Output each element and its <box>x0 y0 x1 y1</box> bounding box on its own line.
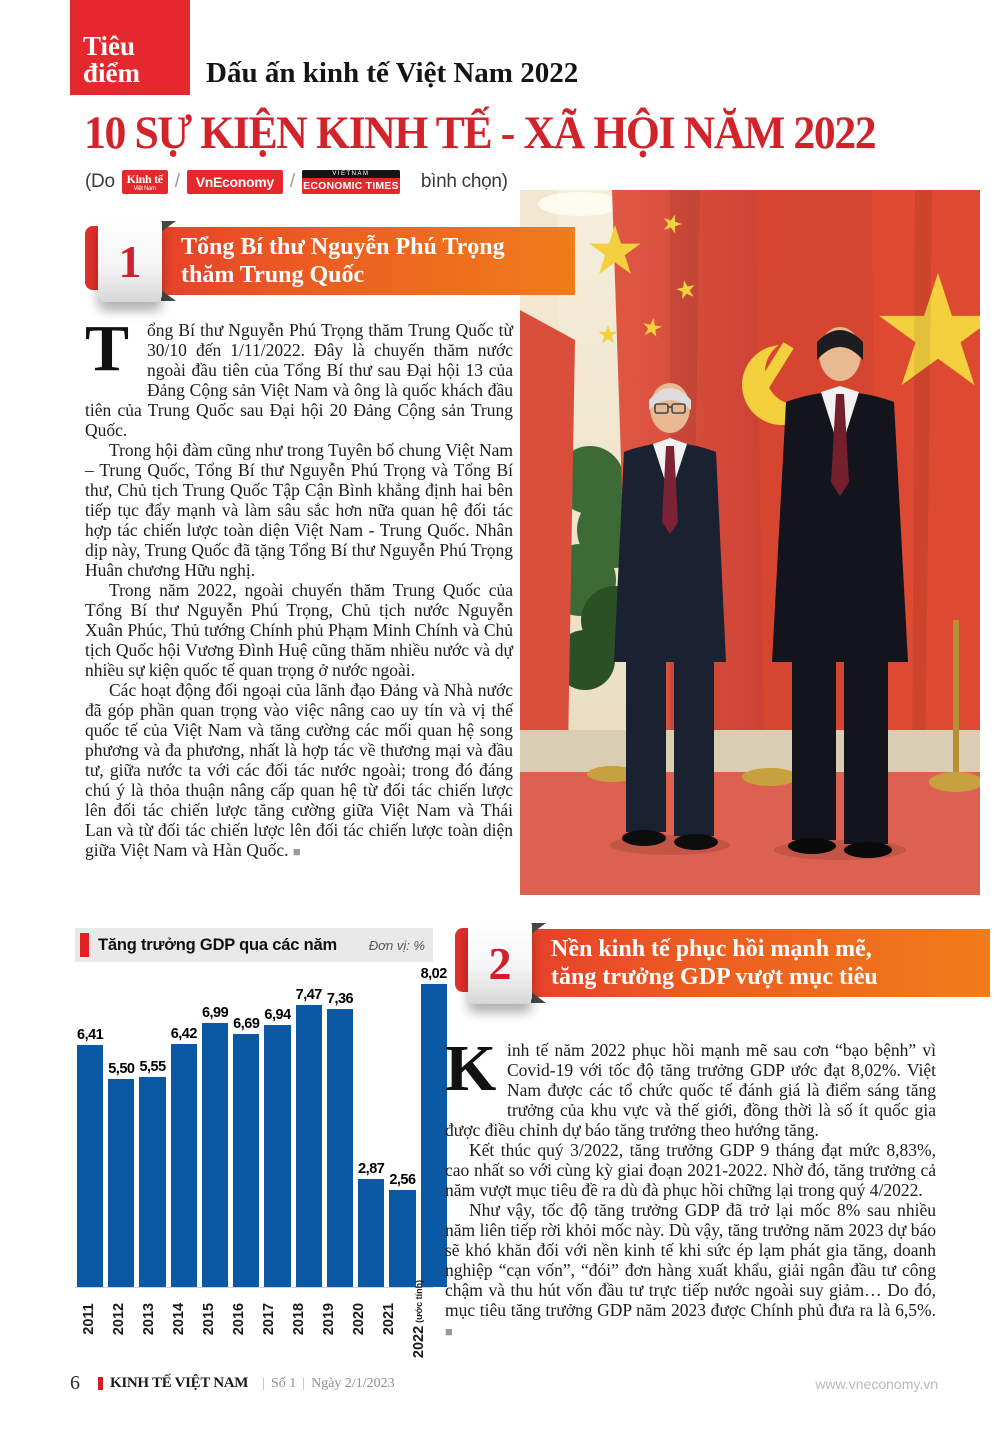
bar-value-label: 6,94 <box>264 1007 291 1023</box>
page-curl-decoration <box>531 923 546 934</box>
section-1-title-line1: Tổng Bí thư Nguyễn Phú Trọng <box>181 234 505 260</box>
chart-title: Tăng trưởng GDP qua các năm <box>98 935 337 954</box>
x-axis-tick <box>167 1288 192 1356</box>
x-axis-tick <box>346 1288 371 1356</box>
chart-bar-cell <box>327 991 353 1287</box>
bar-value-label: 6,69 <box>233 1016 260 1032</box>
x-axis-label: 2019 <box>320 1303 337 1336</box>
x-axis-label: 2015 <box>201 1303 218 1336</box>
article-2-body <box>445 1032 936 1342</box>
x-axis-label: 2022 (ước tính) <box>410 1280 427 1359</box>
paragraph: Trong hội đàm cũng như trong Tuyên bố chung Việt Nam – Trung Quốc, Tổng Bí thư Nguyễn Phú Trọng và Tổng Bí thư, Chủ tịch Trung Quốc Tập Cận Bình khẳng định hai bên tiếp tục đẩy mạnh và làm sâu sắc hơn nữa quan hệ đối tác hợp tác chiến lược toàn diện Việt Nam - Trung Quốc. Nhân dịp này, Trung Quốc đã tặng Tổng Bí thư Nguyễn Phú Trọng Huân chương Hữu nghị. <box>85 440 513 580</box>
bar-value-label: 6,42 <box>170 1026 197 1042</box>
chart-bar-cell <box>171 1026 197 1287</box>
section-2-number: 2 <box>488 938 512 989</box>
section-header: Dấu ấn kinh tế Việt Nam 2022 <box>206 57 579 89</box>
website-url: www.vneconomy.vn <box>815 1375 938 1392</box>
section-1-banner <box>85 221 505 303</box>
section-1-title-line2: thăm Trung Quốc <box>181 262 365 288</box>
chart-bar-cell <box>77 1027 103 1287</box>
paragraph: Các hoạt động đối ngoại của lãnh đạo Đảng và Nhà nước đã góp phần quan trọng vào việc nâng cao uy tín và vị thế quốc tế của Việt Nam và tăng cường các mối quan hệ song phương và đa phương, nhất là hợp tác về thương mại và đầu tư, giữa nước ta với các đối tác nước ngoài; trong đó đáng chú ý là thỏa thuận nâng cấp quan hệ từ đối tác chiến lược lên đối tác chiến lược tăng cường giữa Việt Nam và Thái Lan và từ đối tác chiến lược lên đối tác chiến lược toàn diện giữa Việt Nam và Hàn Quốc. ■ <box>85 680 513 860</box>
bar-value-label: 2,87 <box>358 1161 385 1177</box>
x-axis-tick <box>197 1288 222 1356</box>
chart-bar-cell <box>264 1007 290 1287</box>
x-axis-tick <box>137 1288 162 1356</box>
chart-bar-cell <box>358 1161 384 1287</box>
chart-bar <box>108 1079 134 1287</box>
chart-bar <box>77 1045 103 1287</box>
x-axis-label: 2013 <box>141 1303 158 1336</box>
section-1-number-card <box>98 221 162 302</box>
byline <box>85 170 508 194</box>
kicker-label: Tiêu điểm <box>83 31 140 88</box>
chart-bar <box>327 1009 353 1287</box>
chart-bar-cell <box>421 966 447 1287</box>
photo-illustration <box>520 190 980 895</box>
section-1-number: 1 <box>118 236 142 287</box>
x-axis-tick <box>257 1288 282 1356</box>
chart-bar <box>389 1190 415 1287</box>
x-axis-tick <box>406 1280 431 1359</box>
article-1-body <box>85 312 513 862</box>
section-2-title-bar <box>525 929 990 997</box>
x-axis-label: 2018 <box>290 1303 307 1336</box>
date-label: Ngày 2/1/2023 <box>311 1375 395 1391</box>
x-axis-label: 2017 <box>260 1303 277 1336</box>
issue-label: Số 1 <box>270 1375 297 1391</box>
chart-bar-cell <box>389 1172 415 1287</box>
x-axis-tick <box>376 1288 401 1356</box>
bar-value-label: 6,41 <box>77 1027 104 1043</box>
x-axis-tick <box>77 1288 102 1356</box>
x-axis-label-note: (ước tính) <box>413 1280 424 1324</box>
separator: | <box>302 1375 306 1391</box>
bar-value-label: 5,50 <box>108 1061 135 1077</box>
page-number: 6 <box>70 1372 80 1394</box>
bar-value-label: 5,55 <box>139 1059 166 1075</box>
section-1-title-bar <box>155 227 575 295</box>
chart-bar-cell <box>233 1016 259 1287</box>
vneconomy-logo: VnEconomy <box>187 170 283 194</box>
paragraph: Như vậy, tốc độ tăng trưởng GDP đã trở lại mốc 8% sau nhiều năm liên tiếp rời khỏi mốc này. Dù vậy, tăng trưởng năm 2023 dự báo sẽ khó khăn đối với nền kinh tế khi sức ép lạm phát gia tăng, doanh nghiệp “cạn vốn”, “đói” đơn hàng xuất khẩu, giải ngân đầu tư công chậm và thu hút vốn đầu tư trực tiếp nước ngoài suy giảm… Do đó, mục tiêu tăng trưởng GDP năm 2023 được Chính phủ đưa ra là 6,5%. ■ <box>445 1200 936 1339</box>
vietnam-economic-times-logo: VIETNAM ECONOMIC TIMES <box>303 171 399 192</box>
bar-value-label: 8,02 <box>420 966 447 982</box>
section-2-number-card <box>468 923 532 1004</box>
section-2-title-line1: Nền kinh tế phục hồi mạnh mẽ, <box>551 936 872 962</box>
x-axis-label: 2016 <box>231 1303 248 1336</box>
section-2-banner <box>455 923 920 1005</box>
kinhte-vietnam-logo: Kinh tế Việt Nam <box>122 170 168 194</box>
bar-value-label: 6,99 <box>201 1005 229 1021</box>
article-end-mark: ■ <box>445 1324 453 1339</box>
section-2-title-line2: tăng trưởng GDP vượt mục tiêu <box>551 964 878 990</box>
x-axis-label: 2012 <box>111 1303 128 1336</box>
x-axis-label: 2011 <box>81 1303 98 1335</box>
chart-bar-cell <box>139 1059 165 1287</box>
chart-bar <box>139 1077 165 1287</box>
slash-separator: / <box>174 171 180 192</box>
slash-separator: / <box>289 171 295 192</box>
chart-plot <box>75 962 447 1288</box>
chart-bar <box>264 1025 290 1287</box>
photo-leaders-flags <box>520 190 980 895</box>
paragraph: Kinh tế năm 2022 phục hồi mạnh mẽ sau cơn “bạo bệnh” vì Covid-19 với tốc độ tăng trưởng GDP ước đạt 8,02%. Việt Nam được các tổ chức quốc tế đánh giá là điểm sáng tăng trưởng của khu vực và thế giới, đồng thời là số ít quốc gia được điều chỉnh dự báo tăng trưởng theo hướng tăng. <box>445 1032 936 1140</box>
kicker-box <box>70 0 190 95</box>
byline-prefix: (Do <box>85 171 115 192</box>
x-axis-tick <box>286 1288 311 1356</box>
chart-bar <box>171 1044 197 1287</box>
chart-header <box>75 928 433 962</box>
bar-value-label: 2,56 <box>389 1172 416 1188</box>
page-curl-decoration <box>531 992 546 1003</box>
page-curl-decoration <box>161 221 176 232</box>
x-axis-tick <box>316 1288 341 1356</box>
byline-suffix: bình chọn) <box>420 171 508 192</box>
x-axis-label: 2020 <box>350 1303 367 1336</box>
chart-bar <box>202 1023 228 1287</box>
chart-bar-cell <box>296 987 322 1287</box>
page-curl-decoration <box>161 290 176 301</box>
chart-bar <box>421 984 447 1287</box>
x-axis-tick <box>227 1288 252 1356</box>
x-axis-tick <box>107 1288 132 1356</box>
chart-bar-cell <box>202 1005 228 1287</box>
paragraph: Kết thúc quý 3/2022, tăng trưởng GDP 9 tháng đạt mức 8,83%, cao nhất so với cùng kỳ giai đoạn 2021-2022. Nhờ đó, tăng trưởng cả năm vượt mục tiêu đề ra dù đà phục hồi chững lại trong quý 4/2022. <box>445 1140 936 1200</box>
chart-bar <box>296 1005 322 1287</box>
paragraph: Trong năm 2022, ngoài chuyến thăm Trung Quốc của Tổng Bí thư Nguyễn Phú Trọng, Chủ tịch nước Nguyễn Xuân Phúc, Thủ tướng Chính phủ Phạm Minh Chính và Chủ tịch Quốc hội Vương Đình Huệ cũng thăm nhiều nước và dự nhiều sự kiện quốc tế quan trọng ở nước ngoài. <box>85 580 513 680</box>
publication-name: KINH TẾ VIỆT NAM <box>110 1375 249 1391</box>
chart-x-axis <box>75 1280 433 1359</box>
red-accent-bar <box>80 933 89 957</box>
x-axis-label: 2021 <box>380 1303 397 1336</box>
paragraph: T ổng Bí thư Nguyễn Phú Trọng thăm Trung Quốc từ 30/10 đến 1/11/2022. Đây là chuyến thăm nước ngoài đầu tiên của Tổng Bí thư sau Đại hội 13 của Đảng Cộng sản Việt Nam và ông là quốc khách đầu tiên của Trung Quốc sau Đại hội 20 Đảng Cộng sản Trung Quốc. <box>85 312 513 440</box>
red-bar-decoration <box>98 1377 103 1390</box>
page-title: 10 SỰ KIỆN KINH TẾ - XÃ HỘI NĂM 2022 <box>84 107 876 159</box>
x-axis-label: 2014 <box>171 1303 188 1336</box>
chart-bar-cell <box>108 1061 134 1287</box>
chart-bar <box>358 1179 384 1287</box>
dropcap-letter: K <box>445 1032 497 1105</box>
article-end-mark: ■ <box>292 844 301 859</box>
gdp-chart <box>75 928 447 1359</box>
chart-bar <box>233 1034 259 1287</box>
dropcap-letter: T <box>85 312 130 385</box>
page-footer <box>70 1372 938 1395</box>
separator: | <box>262 1375 265 1391</box>
bar-value-label: 7,36 <box>326 991 354 1007</box>
bar-value-label: 7,47 <box>295 987 322 1003</box>
chart-unit-label: Đơn vị: % <box>368 937 425 953</box>
